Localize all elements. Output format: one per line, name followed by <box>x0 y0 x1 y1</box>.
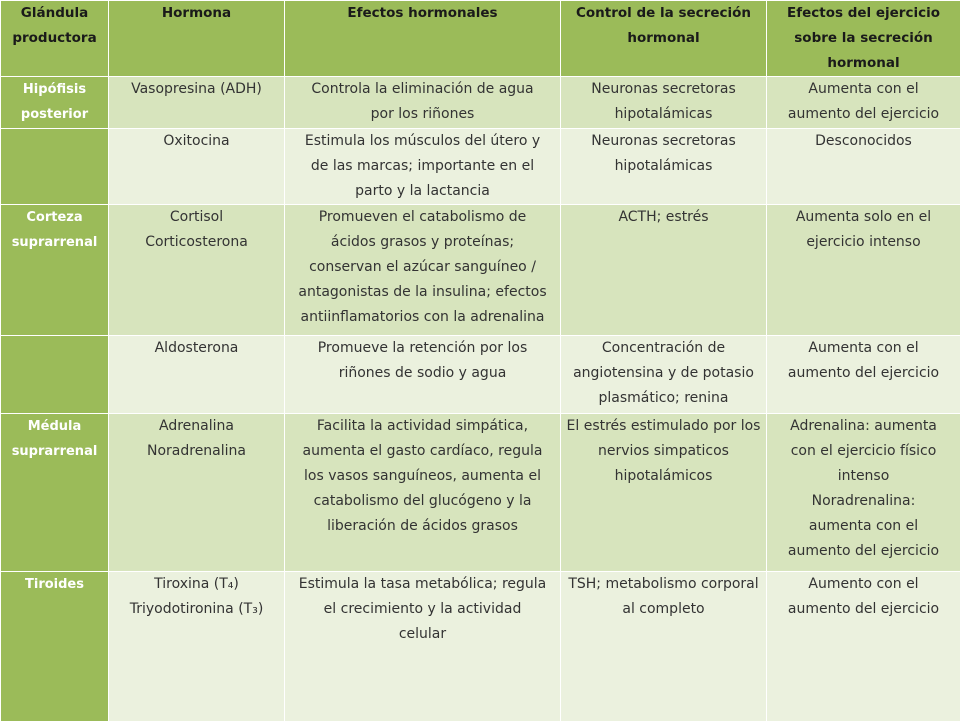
cell-ejercicio <box>767 336 960 414</box>
cell-line: Concentración de <box>564 336 763 361</box>
cell-control <box>561 572 767 722</box>
cell-line: Aldosterona <box>112 336 281 361</box>
cell-glandula <box>1 205 109 336</box>
cell-line: suprarrenal <box>4 439 105 464</box>
cell-line: por los riñones <box>288 102 557 127</box>
cell-efectos <box>285 77 561 129</box>
table-row <box>1 77 960 129</box>
cell-line: Tiroides <box>4 572 105 597</box>
cell-line: posterior <box>4 102 105 127</box>
cell-line: conservan el azúcar sanguíneo / <box>288 255 557 280</box>
cell-line: liberación de ácidos grasos <box>288 514 557 539</box>
cell-hormona <box>109 336 285 414</box>
cell-line: ACTH; estrés <box>564 205 763 230</box>
cell-control <box>561 77 767 129</box>
cell-line: Cortisol <box>112 205 281 230</box>
cell-line: Estimula la tasa metabólica; regula <box>288 572 557 597</box>
cell-efectos <box>285 205 561 336</box>
cell-efectos <box>285 414 561 572</box>
cell-line: con el ejercicio físico <box>770 439 957 464</box>
cell-control <box>561 336 767 414</box>
header-row <box>1 1 960 77</box>
cell-line: aumento del ejercicio <box>770 539 957 564</box>
table-row <box>1 129 960 205</box>
table-row <box>1 572 960 722</box>
cell-hormona <box>109 129 285 205</box>
cell-line: Neuronas secretoras <box>564 129 763 154</box>
cell-line: aumenta el gasto cardíaco, regula <box>288 439 557 464</box>
cell-efectos <box>285 336 561 414</box>
cell-line: aumenta con el <box>770 514 957 539</box>
cell-line: antagonistas de la insulina; efectos <box>288 280 557 305</box>
cell-ejercicio <box>767 129 960 205</box>
cell-line: TSH; metabolismo corporal <box>564 572 763 597</box>
cell-hormona <box>109 205 285 336</box>
cell-efectos <box>285 572 561 722</box>
cell-line: Oxitocina <box>112 129 281 154</box>
cell-ejercicio <box>767 205 960 336</box>
cell-line: Estimula los músculos del útero y <box>288 129 557 154</box>
cell-line: Corticosterona <box>112 230 281 255</box>
header-efectos: Efectos hormonales <box>285 1 561 77</box>
cell-line: parto y la lactancia <box>288 179 557 204</box>
cell-line: angiotensina y de potasio <box>564 361 763 386</box>
cell-glandula <box>1 336 109 414</box>
cell-line: suprarrenal <box>4 230 105 255</box>
cell-line: Aumenta solo en el <box>770 205 957 230</box>
cell-line: Aumento con el <box>770 572 957 597</box>
cell-glandula <box>1 414 109 572</box>
cell-line: Aumenta con el <box>770 77 957 102</box>
cell-line: catabolismo del glucógeno y la <box>288 489 557 514</box>
cell-line: El estrés estimulado por los <box>564 414 763 439</box>
cell-line: intenso <box>770 464 957 489</box>
cell-line: Facilita la actividad simpática, <box>288 414 557 439</box>
cell-line: ejercicio intenso <box>770 230 957 255</box>
cell-line: de las marcas; importante en el <box>288 154 557 179</box>
cell-line: Médula <box>4 414 105 439</box>
cell-hormona <box>109 572 285 722</box>
cell-line: plasmático; renina <box>564 386 763 411</box>
cell-line: Tiroxina (T₄) <box>112 572 281 597</box>
cell-line: riñones de sodio y agua <box>288 361 557 386</box>
cell-line: aumento del ejercicio <box>770 361 957 386</box>
cell-line: antiinflamatorios con la adrenalina <box>288 305 557 330</box>
cell-ejercicio <box>767 572 960 722</box>
cell-line: Vasopresina (ADH) <box>112 77 281 102</box>
cell-glandula <box>1 129 109 205</box>
cell-line: Neuronas secretoras <box>564 77 763 102</box>
cell-line: Noradrenalina <box>112 439 281 464</box>
table-row <box>1 336 960 414</box>
cell-ejercicio <box>767 77 960 129</box>
cell-control <box>561 129 767 205</box>
cell-line: Promueven el catabolismo de <box>288 205 557 230</box>
cell-line: aumento del ejercicio <box>770 597 957 622</box>
header-ejercicio: Efectos del ejercicio sobre la secreción hormonal <box>767 1 960 77</box>
cell-control <box>561 205 767 336</box>
table-row <box>1 205 960 336</box>
cell-line: Aumenta con el <box>770 336 957 361</box>
cell-hormona <box>109 77 285 129</box>
cell-efectos <box>285 129 561 205</box>
cell-line: Hipófisis <box>4 77 105 102</box>
cell-glandula <box>1 77 109 129</box>
cell-line: Desconocidos <box>770 129 957 154</box>
cell-line: Promueve la retención por los <box>288 336 557 361</box>
cell-line: el crecimiento y la actividad <box>288 597 557 622</box>
table-row <box>1 414 960 572</box>
cell-line: Corteza <box>4 205 105 230</box>
cell-line: nervios simpaticos <box>564 439 763 464</box>
cell-line: los vasos sanguíneos, aumenta el <box>288 464 557 489</box>
cell-line: hipotalámicas <box>564 154 763 179</box>
header-hormona: Hormona <box>109 1 285 77</box>
cell-line: Controla la eliminación de agua <box>288 77 557 102</box>
cell-glandula <box>1 572 109 722</box>
header-control: Control de la secreción hormonal <box>561 1 767 77</box>
cell-line: hipotalámicas <box>564 102 763 127</box>
cell-line: al completo <box>564 597 763 622</box>
cell-line: Noradrenalina: <box>770 489 957 514</box>
cell-line: aumento del ejercicio <box>770 102 957 127</box>
cell-line: ácidos grasos y proteínas; <box>288 230 557 255</box>
cell-ejercicio <box>767 414 960 572</box>
cell-line: Adrenalina <box>112 414 281 439</box>
cell-hormona <box>109 414 285 572</box>
cell-line: hipotalámicos <box>564 464 763 489</box>
cell-line: celular <box>288 622 557 647</box>
header-glandula: Glándula productora <box>1 1 109 77</box>
cell-line: Adrenalina: aumenta <box>770 414 957 439</box>
cell-control <box>561 414 767 572</box>
cell-line: Triyodotironina (T₃) <box>112 597 281 622</box>
